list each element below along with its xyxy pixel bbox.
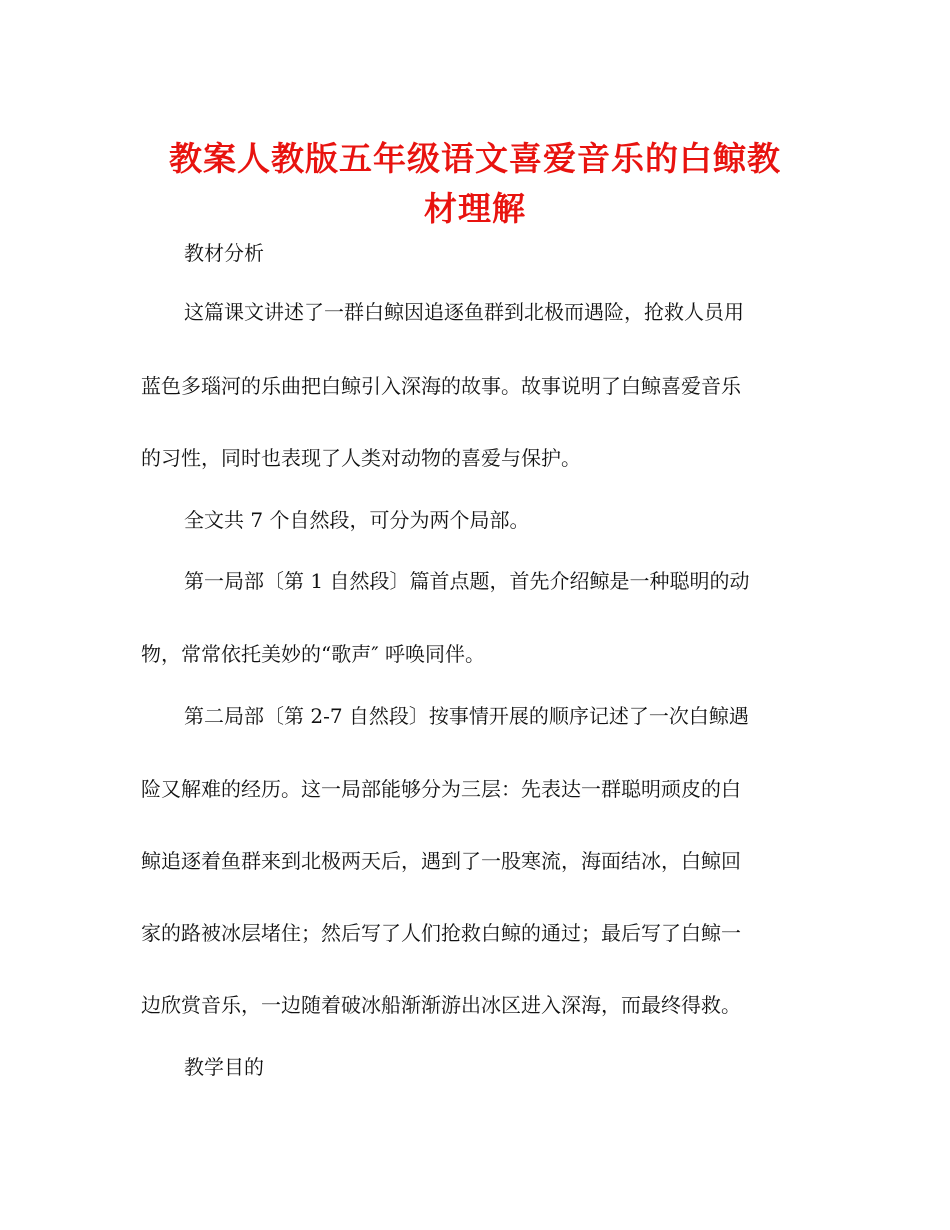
paragraph-4-line-3: 鲸追逐着鱼群来到北极两天后，遇到了一股寒流，海面结冰，白鲸回 <box>141 849 741 873</box>
paragraph-2-line-1: 全文共 7 个自然段，可分为两个局部。 <box>184 508 530 532</box>
paragraph-1-line-3: 的习性，同时也表现了人类对动物的喜爱与保护。 <box>141 446 581 470</box>
title-line-2: 材理解 <box>424 189 526 228</box>
section-heading-goals: 教学目的 <box>184 1055 264 1079</box>
paragraph-3-line-1: 第一局部〔第 1 自然段〕篇首点题，首先介绍鲸是一种聪明的动 <box>184 569 750 593</box>
paragraph-1-line-1: 这篇课文讲述了一群白鲸因追逐鱼群到北极而遇险，抢救人员用 <box>184 300 744 324</box>
section-heading-analysis: 教材分析 <box>184 241 264 265</box>
paragraph-3-line-2: 物，常常依托美妙的“歌声″ 呼唤同伴。 <box>141 642 486 666</box>
paragraph-4-line-2: 险又解难的经历。这一局部能够分为三层：先表达一群聪明顽皮的白 <box>141 777 741 801</box>
title-line-1: 教案人教版五年级语文喜爱音乐的白鲸教 <box>169 139 781 178</box>
paragraph-4-line-4: 家的路被冰层堵住；然后写了人们抢救白鲸的通过；最后写了白鲸一 <box>141 921 741 945</box>
document-title <box>130 134 820 234</box>
paragraph-4-line-5: 边欣赏音乐，一边随着破冰船渐渐游出冰区进入深海，而最终得救。 <box>141 993 741 1017</box>
paragraph-1-line-2: 蓝色多瑙河的乐曲把白鲸引入深海的故事。故事说明了白鲸喜爱音乐 <box>141 374 741 398</box>
paragraph-4-line-1: 第二局部〔第 2-7 自然段〕按事情开展的顺序记述了一次白鲸遇 <box>184 704 749 728</box>
